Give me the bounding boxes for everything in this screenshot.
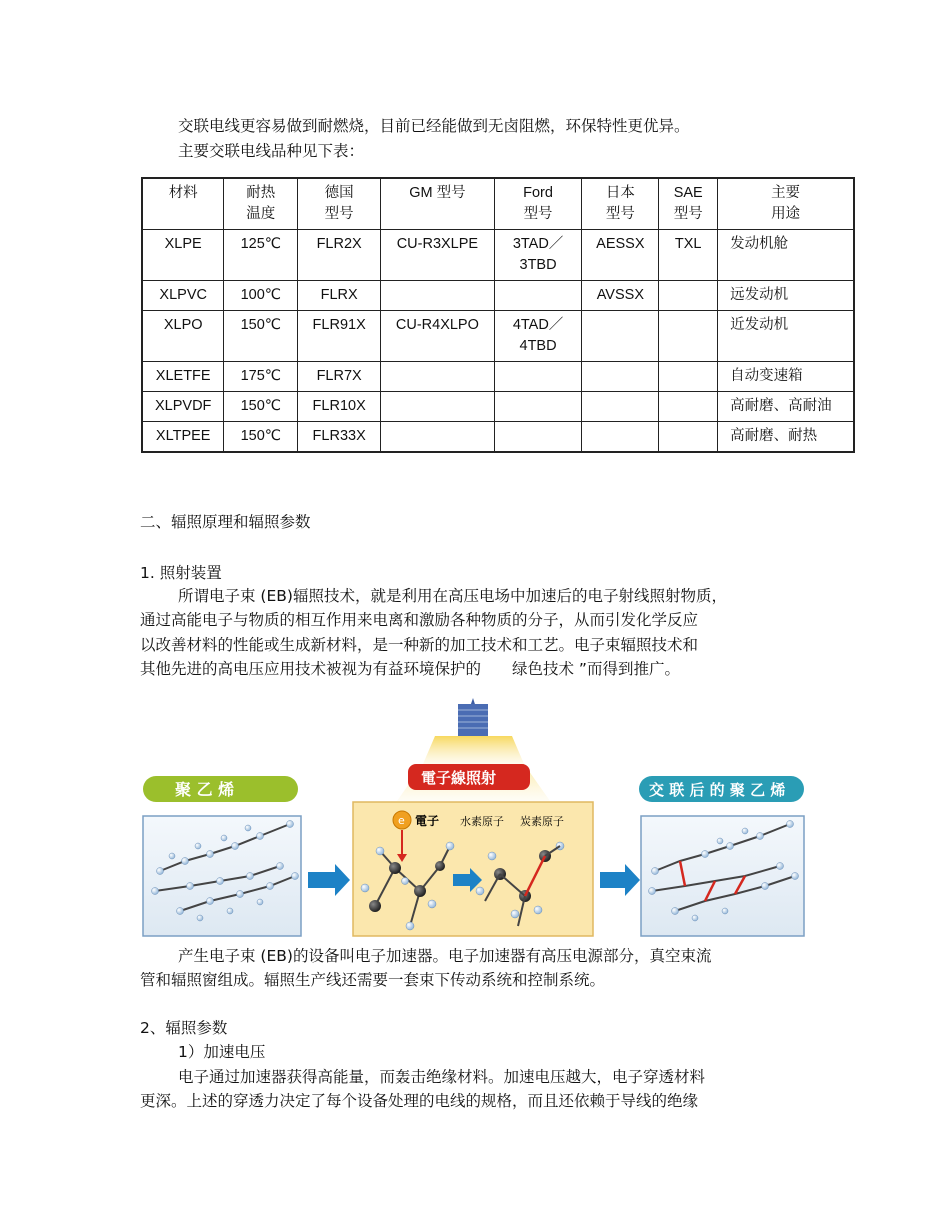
legend-hydrogen-atom: 水素原子 bbox=[460, 815, 504, 828]
table-cell: FLR7X bbox=[298, 362, 381, 392]
table-cell: XLTPEE bbox=[142, 422, 224, 453]
table-cell bbox=[659, 422, 718, 453]
subheading-irradiation-params: 2、辐照参数 bbox=[140, 1019, 228, 1037]
table-row bbox=[142, 362, 854, 392]
table-row bbox=[142, 392, 854, 422]
table-cell: XLPO bbox=[142, 311, 224, 362]
table-cell: TXL bbox=[659, 230, 718, 281]
table-cell: 175℃ bbox=[224, 362, 298, 392]
table-cell: 远发动机 bbox=[718, 281, 854, 311]
table-cell: 100℃ bbox=[224, 281, 298, 311]
table-header-text: 型号 bbox=[324, 206, 354, 222]
table-header-row bbox=[142, 178, 854, 230]
table-header-cell bbox=[142, 178, 224, 230]
table-cell: 125℃ bbox=[224, 230, 298, 281]
table-cell bbox=[494, 281, 582, 311]
table-cell: 3TAD／ 3TBD bbox=[494, 230, 582, 281]
svg-text:聚 乙 烯: 聚 乙 烯 bbox=[175, 780, 235, 799]
legend-carbon-atom: 炭素原子 bbox=[520, 815, 564, 828]
table-header-cell bbox=[298, 178, 381, 230]
label-crosslinked-polyethylene bbox=[639, 776, 804, 802]
table-row bbox=[142, 230, 854, 281]
arrow-right-icon bbox=[308, 864, 350, 896]
table-cell bbox=[381, 392, 495, 422]
table-cell bbox=[582, 362, 659, 392]
table-header-text: 型号 bbox=[605, 206, 635, 222]
svg-text:電子線照射: 電子線照射 bbox=[421, 769, 497, 787]
para2-line-1: 产生电子束 (EB)的设备叫电子加速器。电子加速器有高压电源部分，真空束流 bbox=[178, 947, 712, 965]
table-cell bbox=[381, 362, 495, 392]
table-cell: FLR33X bbox=[298, 422, 381, 453]
table-header-cell bbox=[224, 178, 298, 230]
para3-line-1: 电子通过加速器获得高能量，而轰击绝缘材料。加速电压越大，电子穿透材料 bbox=[178, 1068, 706, 1086]
intro-line-2: 主要交联电线品种见下表： bbox=[178, 142, 365, 160]
table-cell: FLR91X bbox=[298, 311, 381, 362]
table-header-cell bbox=[582, 178, 659, 230]
table-cell bbox=[659, 362, 718, 392]
subheading-acceleration-voltage: 1）加速电压 bbox=[178, 1043, 266, 1061]
subheading-irradiation-device: 1. 照射装置 bbox=[140, 564, 222, 582]
table-cell: FLR10X bbox=[298, 392, 381, 422]
table-cell: 近发动机 bbox=[718, 311, 854, 362]
table-cell: 自动变速箱 bbox=[718, 362, 854, 392]
table-cell: 150℃ bbox=[224, 422, 298, 453]
arrow-right-icon bbox=[600, 864, 640, 896]
table-cell bbox=[582, 311, 659, 362]
table-cell: XLPE bbox=[142, 230, 224, 281]
eb-crosslinking-figure bbox=[140, 696, 810, 941]
table-header-text: Ford bbox=[523, 185, 553, 201]
table-cell bbox=[582, 422, 659, 453]
table-cell bbox=[659, 281, 718, 311]
table-cell bbox=[494, 362, 582, 392]
table-cell bbox=[381, 422, 495, 453]
svg-text:e: e bbox=[398, 814, 405, 827]
table-cell: FLR2X bbox=[298, 230, 381, 281]
table-cell: AVSSX bbox=[582, 281, 659, 311]
para2-line-2: 管和辐照窗组成。辐照生产线还需要一套束下传动系统和控制系统。 bbox=[140, 971, 606, 989]
table-header-text: SAE bbox=[673, 185, 703, 201]
para1-line-1: 所谓电子束 (EB)辐照技术，就是利用在高压电场中加速后的电子射线照射物质， bbox=[178, 587, 727, 605]
table-cell: 高耐磨、高耐油 bbox=[718, 392, 854, 422]
table-header-cell bbox=[494, 178, 582, 230]
table-cell bbox=[494, 422, 582, 453]
table-row bbox=[142, 311, 854, 362]
table-header-text: 主要 bbox=[771, 185, 801, 201]
para3-line-2: 更深。上述的穿透力决定了每个设备处理的电线的规格，而且还依赖于导线的绝缘 bbox=[140, 1092, 699, 1110]
panel-before bbox=[143, 816, 301, 936]
electron-icon bbox=[393, 811, 411, 829]
table-cell: XLPVC bbox=[142, 281, 224, 311]
table-header-text: 耐热 bbox=[246, 185, 276, 201]
table-header-text: 德国 bbox=[324, 185, 354, 201]
table-cell: XLETFE bbox=[142, 362, 224, 392]
table-header-text: 日本 bbox=[605, 185, 635, 201]
table-header-cell bbox=[659, 178, 718, 230]
table-row bbox=[142, 422, 854, 453]
para1-line-2: 通过高能电子与物质的相互作用来电离和激励各种物质的分子，从而引发化学反应 bbox=[140, 611, 699, 629]
table-cell bbox=[381, 281, 495, 311]
label-polyethylene bbox=[143, 776, 298, 802]
label-eb-irradiation bbox=[408, 764, 530, 790]
table-row bbox=[142, 281, 854, 311]
table-cell: XLPVDF bbox=[142, 392, 224, 422]
intro-line-1: 交联电线更容易做到耐燃烧，目前已经能做到无卤阻燃，环保特性更优异。 bbox=[178, 117, 690, 135]
table-header-text: 型号 bbox=[523, 206, 553, 222]
table-header-text: 材料 bbox=[168, 185, 198, 201]
legend-electron: 電子 bbox=[415, 814, 440, 828]
panel-after bbox=[641, 816, 804, 936]
table-header-cell bbox=[381, 178, 495, 230]
table-cell: AESSX bbox=[582, 230, 659, 281]
table-header-cell bbox=[718, 178, 854, 230]
table-cell: FLRX bbox=[298, 281, 381, 311]
wire-types-table bbox=[141, 177, 855, 453]
table-cell: 高耐磨、耐热 bbox=[718, 422, 854, 453]
table-cell: 发动机舱 bbox=[718, 230, 854, 281]
table-cell: 150℃ bbox=[224, 311, 298, 362]
para1-line-3: 以改善材料的性能或生成新材料，是一种新的加工技术和工艺。电子束辐照技术和 bbox=[140, 636, 699, 654]
table-cell: CU-R3XLPE bbox=[381, 230, 495, 281]
table-cell bbox=[494, 392, 582, 422]
table-cell: CU-R4XLPO bbox=[381, 311, 495, 362]
table-header-text: GM 型号 bbox=[409, 185, 466, 201]
section-heading-2: 二、辐照原理和辐照参数 bbox=[140, 513, 311, 531]
table-header-text: 用途 bbox=[771, 206, 801, 222]
svg-text:交 联 后 的 聚 乙 烯: 交 联 后 的 聚 乙 烯 bbox=[649, 781, 786, 799]
table-cell bbox=[659, 392, 718, 422]
table-cell: 150℃ bbox=[224, 392, 298, 422]
table-header-text: 温度 bbox=[246, 206, 276, 222]
para1-line-4: 其他先进的高电压应用技术被视为有益环境保护的 绿色技术 ”而得到推广。 bbox=[140, 660, 680, 678]
table-cell bbox=[582, 392, 659, 422]
table-header-text: 型号 bbox=[673, 206, 703, 222]
table-cell bbox=[659, 311, 718, 362]
table-cell: 4TAD／ 4TBD bbox=[494, 311, 582, 362]
